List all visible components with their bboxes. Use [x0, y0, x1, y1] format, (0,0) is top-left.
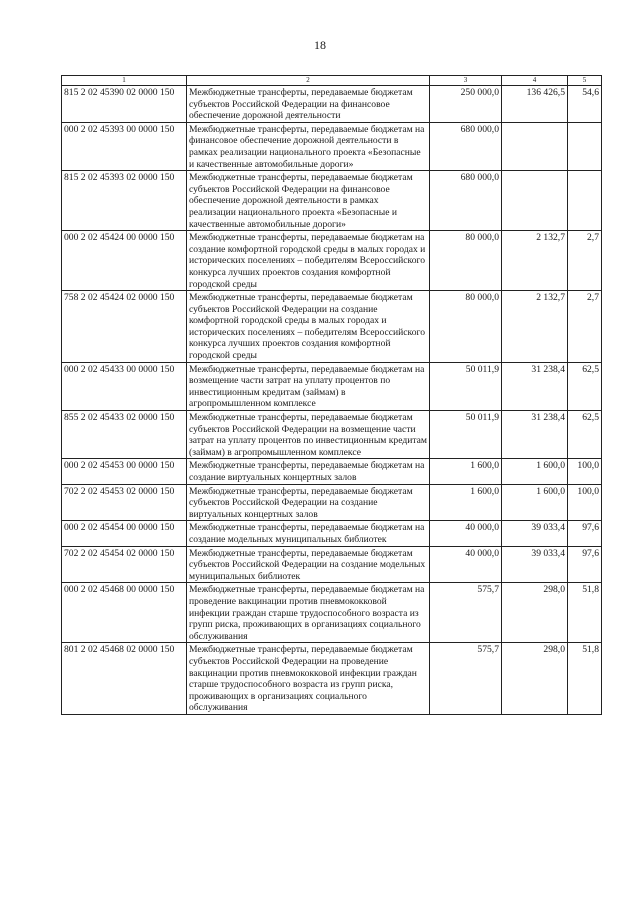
description-cell: Межбюджетные трансферты, передаваемые бюджетам субъектов Российской Федерации на возмещение части затрат на уплату процентов по инвестиционным кредитам (займам) в агропромышленном комплексе [187, 411, 430, 459]
description-cell: Межбюджетные трансферты, передаваемые бюджетам на проведение вакцинации против пневмококковой инфекции граждан старше трудоспособного возраста из групп риска, проживающих в организациях социального обслуживания [187, 583, 430, 643]
approved-amount-cell: 80 000,0 [430, 231, 502, 291]
executed-amount-cell: 1 600,0 [502, 459, 568, 484]
table-row [62, 291, 602, 363]
table-row [62, 231, 602, 291]
budget-code-cell: 000 2 02 45454 00 0000 150 [62, 521, 187, 546]
executed-amount-cell: 1 600,0 [502, 484, 568, 521]
percent-cell: 51,8 [568, 643, 602, 715]
executed-amount-cell: 136 426,5 [502, 86, 568, 123]
budget-code-cell: 000 2 02 45468 00 0000 150 [62, 583, 187, 643]
description-cell: Межбюджетные трансферты, передаваемые бюджетам субъектов Российской Федерации на создание комфортной городской среды в малых городах и исторических поселениях – победителям Всероссийского конкурса лучших проектов создания комфортной городской среды [187, 291, 430, 363]
approved-amount-cell: 50 011,9 [430, 411, 502, 459]
budget-code-cell: 000 2 02 45393 00 0000 150 [62, 122, 187, 170]
executed-amount-cell: 298,0 [502, 583, 568, 643]
percent-cell: 54,6 [568, 86, 602, 123]
executed-amount-cell: 31 238,4 [502, 362, 568, 410]
executed-amount-cell: 31 238,4 [502, 411, 568, 459]
description-cell: Межбюджетные трансферты, передаваемые бюджетам на возмещение части затрат на уплату процентов по инвестиционным кредитам (займам) в агропромышленном комплексе [187, 362, 430, 410]
budget-code-cell: 702 2 02 45453 02 0000 150 [62, 484, 187, 521]
table-row [62, 484, 602, 521]
executed-amount-cell [502, 171, 568, 231]
description-cell: Межбюджетные трансферты, передаваемые бюджетам субъектов Российской Федерации на финансовое обеспечение дорожной деятельности в рамках реализации национального проекта «Безопасные и качественные автомобильные дороги» [187, 171, 430, 231]
table-row [62, 411, 602, 459]
percent-cell: 62,5 [568, 411, 602, 459]
description-cell: Межбюджетные трансферты, передаваемые бюджетам на финансовое обеспечение дорожной деятельности в рамках реализации национального проекта «Безопасные и качественные автомобильные дороги» [187, 122, 430, 170]
description-cell: Межбюджетные трансферты, передаваемые бюджетам субъектов Российской Федерации на проведение вакцинации против пневмококковой инфекции граждан старше трудоспособного возраста из групп риска, проживающих в организациях социального обслуживания [187, 643, 430, 715]
approved-amount-cell: 575,7 [430, 583, 502, 643]
table-row [62, 521, 602, 546]
description-cell: Межбюджетные трансферты, передаваемые бюджетам на создание виртуальных концертных залов [187, 459, 430, 484]
percent-cell [568, 122, 602, 170]
approved-amount-cell: 250 000,0 [430, 86, 502, 123]
percent-cell: 2,7 [568, 231, 602, 291]
approved-amount-cell: 1 600,0 [430, 459, 502, 484]
approved-amount-cell: 680 000,0 [430, 171, 502, 231]
executed-amount-cell: 39 033,4 [502, 521, 568, 546]
table-row [62, 583, 602, 643]
column-header-approved: 3 [430, 76, 502, 86]
column-header-description: 2 [187, 76, 430, 86]
budget-code-cell: 801 2 02 45468 02 0000 150 [62, 643, 187, 715]
table-row [62, 546, 602, 583]
executed-amount-cell: 2 132,7 [502, 231, 568, 291]
executed-amount-cell: 39 033,4 [502, 546, 568, 583]
approved-amount-cell: 80 000,0 [430, 291, 502, 363]
percent-cell: 97,6 [568, 521, 602, 546]
table-row [62, 171, 602, 231]
description-cell: Межбюджетные трансферты, передаваемые бюджетам субъектов Российской Федерации на финансовое обеспечение дорожной деятельности [187, 86, 430, 123]
executed-amount-cell: 2 132,7 [502, 291, 568, 363]
percent-cell [568, 171, 602, 231]
executed-amount-cell: 298,0 [502, 643, 568, 715]
description-cell: Межбюджетные трансферты, передаваемые бюджетам субъектов Российской Федерации на создание виртуальных концертных залов [187, 484, 430, 521]
approved-amount-cell: 40 000,0 [430, 546, 502, 583]
approved-amount-cell: 680 000,0 [430, 122, 502, 170]
table-header-row [62, 76, 602, 86]
description-cell: Межбюджетные трансферты, передаваемые бюджетам на создание комфортной городской среды в малых городах и исторических поселениях – победителям Всероссийского конкурса лучших проектов создания комфортной городской среды [187, 231, 430, 291]
budget-code-cell: 758 2 02 45424 02 0000 150 [62, 291, 187, 363]
description-cell: Межбюджетные трансферты, передаваемые бюджетам субъектов Российской Федерации на создание модельных муниципальных библиотек [187, 546, 430, 583]
approved-amount-cell: 1 600,0 [430, 484, 502, 521]
table-row [62, 459, 602, 484]
approved-amount-cell: 40 000,0 [430, 521, 502, 546]
table-row [62, 362, 602, 410]
table-row [62, 86, 602, 123]
column-header-percent: 5 [568, 76, 602, 86]
executed-amount-cell [502, 122, 568, 170]
budget-code-cell: 702 2 02 45454 02 0000 150 [62, 546, 187, 583]
column-header-executed: 4 [502, 76, 568, 86]
column-header-code: 1 [62, 76, 187, 86]
percent-cell: 97,6 [568, 546, 602, 583]
budget-code-cell: 815 2 02 45393 02 0000 150 [62, 171, 187, 231]
percent-cell: 62,5 [568, 362, 602, 410]
page-number: 18 [314, 38, 326, 52]
budget-code-cell: 855 2 02 45433 02 0000 150 [62, 411, 187, 459]
percent-cell: 51,8 [568, 583, 602, 643]
percent-cell: 2,7 [568, 291, 602, 363]
approved-amount-cell: 575,7 [430, 643, 502, 715]
budget-table [61, 75, 602, 715]
description-cell: Межбюджетные трансферты, передаваемые бюджетам на создание модельных муниципальных библиотек [187, 521, 430, 546]
table-row [62, 643, 602, 715]
percent-cell: 100,0 [568, 484, 602, 521]
budget-code-cell: 815 2 02 45390 02 0000 150 [62, 86, 187, 123]
budget-code-cell: 000 2 02 45453 00 0000 150 [62, 459, 187, 484]
percent-cell: 100,0 [568, 459, 602, 484]
approved-amount-cell: 50 011,9 [430, 362, 502, 410]
budget-code-cell: 000 2 02 45433 00 0000 150 [62, 362, 187, 410]
table-row [62, 122, 602, 170]
budget-code-cell: 000 2 02 45424 00 0000 150 [62, 231, 187, 291]
